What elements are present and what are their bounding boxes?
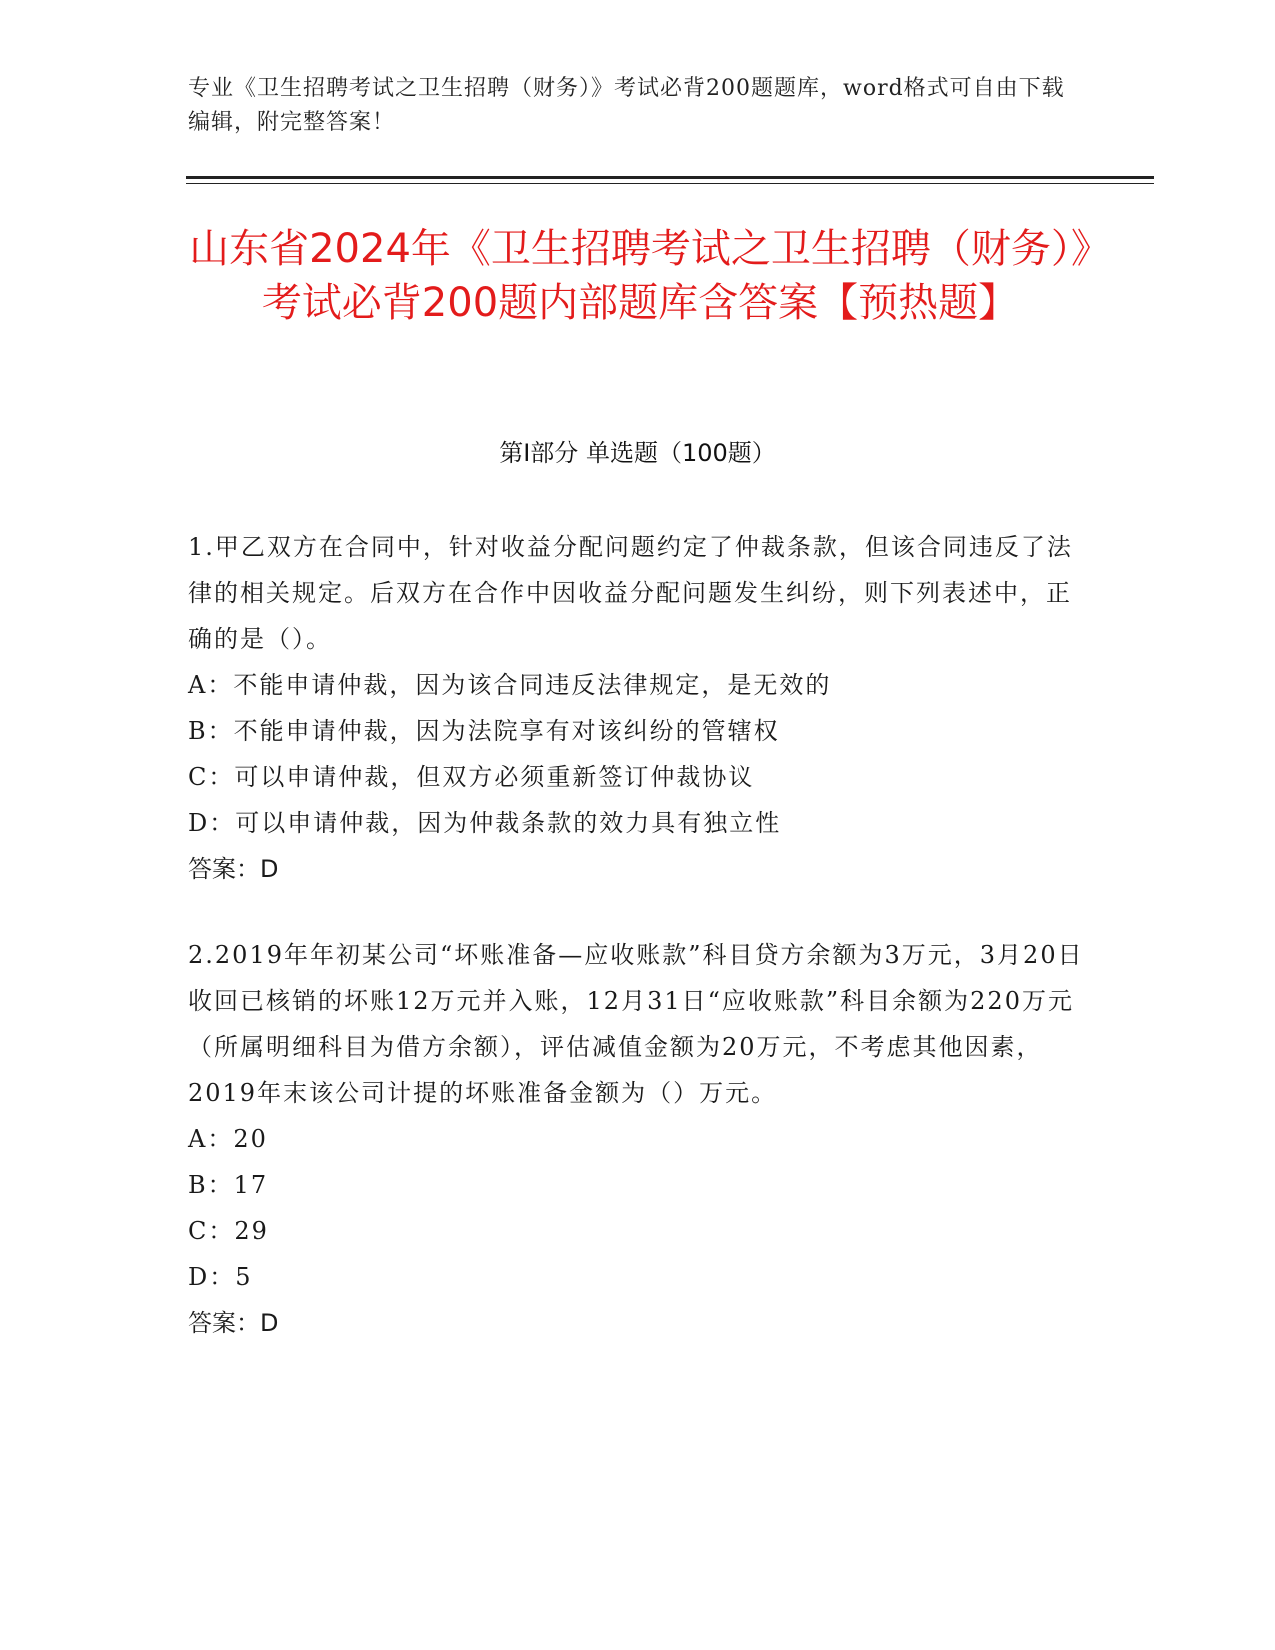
answer-line: 答案：D <box>188 855 279 883</box>
question-stem: 1.甲乙双方在合同中，针对收益分配问题约定了仲裁条款，但该合同违反了法律的相关规定。后双方在合作中因收益分配问题发生纠纷，则下列表述中，正确的是（）。 <box>188 533 1073 653</box>
option-a: A：不能申请仲裁，因为该合同违反法律规定，是无效的 <box>188 671 832 699</box>
option-d: D：可以申请仲裁，因为仲裁条款的效力具有独立性 <box>188 809 782 837</box>
question-2 <box>188 932 1088 1346</box>
option-c: C：可以申请仲裁，但双方必须重新签订仲裁协议 <box>188 763 755 791</box>
header-rule-thick <box>186 176 1154 179</box>
option-b: B：17 <box>188 1171 269 1199</box>
answer-line: 答案：D <box>188 1309 279 1337</box>
option-d: D：5 <box>188 1263 253 1291</box>
header-note: 专业《卫生招聘考试之卫生招聘（财务）》考试必背200题题库，word格式可自由下载编辑，附完整答案！ <box>188 76 1065 135</box>
question-stem: 2.2019年年初某公司“坏账准备—应收账款”科目贷方余额为3万元，3月20日收回已核销的坏账12万元并入账，12月31日“应收账款”科目余额为220万元（所属明细科目为借方余额），评估减值金额为20万元，不考虑其他因素，2019年末该公司计提的坏账准备金额为（）万元。 <box>188 941 1084 1107</box>
option-b: B：不能申请仲裁，因为法院享有对该纠纷的管辖权 <box>188 717 780 745</box>
header-rule-thin <box>186 183 1154 184</box>
section-heading: 第I部分 单选题（100题） <box>499 439 776 467</box>
option-c: C：29 <box>188 1217 269 1245</box>
question-1 <box>188 524 1088 892</box>
option-a: A：20 <box>188 1125 268 1153</box>
document-title: 山东省2024年《卫生招聘考试之卫生招聘（财务）》考试必背200题内部题库含答案【预热题】 <box>189 226 1091 326</box>
